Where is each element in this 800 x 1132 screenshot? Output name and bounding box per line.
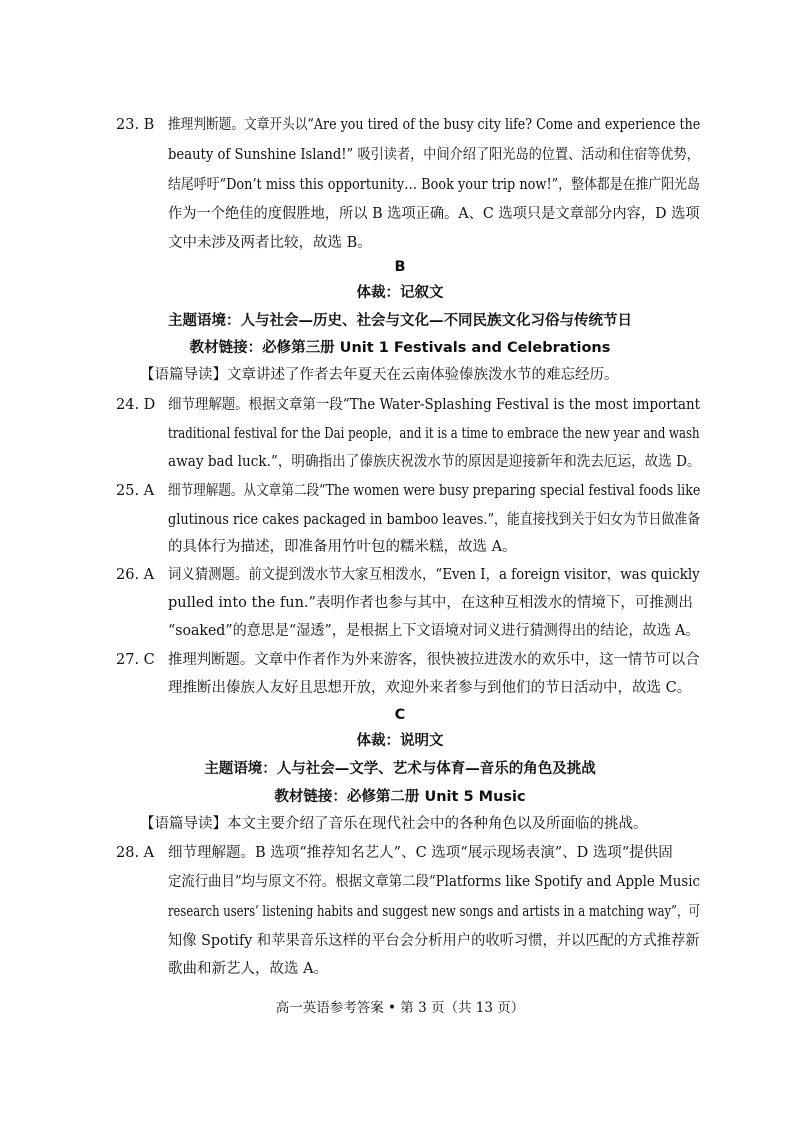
section-b-letter: B (394, 259, 406, 275)
section-c-letter: C (394, 707, 406, 723)
section-b-textbook: 教材链接：必修第三册 Unit 1 Festivals and Celebrations (189, 340, 611, 356)
q23-number: 23. B (116, 117, 155, 133)
q25-line-3: 的具体行为描述，即准备用竹叶包的糯米糕，故选 A。 (168, 539, 517, 555)
q26-line-1: 词义猜测题。前文提到泼水节大家互相泼水，“Even I，a foreign visitor，was quickly (168, 567, 700, 583)
section-c-genre: 体裁：说明文 (356, 733, 444, 749)
section-b-theme: 主题语境：人与社会—历史、社会与文化—不同民族文化习俗与传统节日 (168, 313, 632, 329)
q24-line-3: away bad luck.”，明确指出了傣族庆祝泼水节的原因是迎接新年和洗去厄运，故选 D。 (168, 454, 701, 470)
q23-line-1: 推理判断题。文章开头以“Are you tired of the busy city life? Come and experience the (168, 117, 701, 133)
q28-number: 28. A (116, 845, 155, 861)
q24-number: 24. D (116, 397, 156, 413)
q28-line-5: 歌曲和新艺人，故选 A。 (168, 961, 329, 977)
q23-line-4: 作为一个绝佳的度假胜地，所以 B 选项正确。A、C 选项只是文章部分内容，D 选项 (168, 206, 700, 222)
q27-line-2: 理推断出傣族人友好且思想开放，欢迎外来者参与到他们的节日活动中，故选 C。 (168, 680, 692, 696)
q27-line-1: 推理判断题。文章中作者作为外来游客，很快被拉进泼水的欢乐中，这一情节可以合 (168, 652, 700, 668)
section-c-textbook: 教材链接：必修第二册 Unit 5 Music (274, 789, 526, 805)
section-c-intro: 【语篇导读】本文主要介绍了音乐在现代社会中的各种角色以及所面临的挑战。 (140, 816, 648, 832)
q25-number: 25. A (116, 483, 155, 499)
q27-number: 27. C (116, 652, 155, 668)
q28-line-3: research users’ listening habits and suggest new songs and artists in a matching way”，可 (168, 904, 701, 920)
q25-line-1: 细节理解题。从文章第二段“The women were busy preparing special festival foods like (168, 483, 701, 499)
q26-line-3: “soaked”的意思是“湿透”，是根据上下文语境对词义进行猜测得出的结论，故选 A。 (168, 623, 700, 639)
q26-line-2: pulled into the fun.”表明作者也参与其中，在这种互相泼水的情境下，可推测出 (168, 595, 693, 611)
section-b-genre: 体裁：记叙文 (356, 285, 444, 301)
q24-line-1: 细节理解题。根据文章第一段“The Water-Splashing Festival is the most important (168, 397, 701, 413)
q28-line-1: 细节理解题。B 选项“推荐知名艺人”、C 选项“展示现场表演”、D 选项“提供固 (168, 845, 673, 861)
q24-line-2: traditional festival for the Dai people，and it is a time to embrace the new year and wash (168, 426, 700, 442)
section-b-intro: 【语篇导读】文章讲述了作者去年夏天在云南体验傣族泼水节的难忘经历。 (140, 367, 619, 383)
q23-line-2: beauty of Sunshine Island!” 吸引读者，中间介绍了阳光岛的位置、活动和住宿等优势， (168, 147, 700, 163)
q26-number: 26. A (116, 567, 155, 583)
page-footer: 高一英语参考答案 • 第 3 页（共 13 页） (275, 1000, 525, 1016)
section-c-theme: 主题语境：人与社会—文学、艺术与体育—音乐的角色及挑战 (204, 761, 596, 777)
q25-line-2: glutinous rice cakes packaged in bamboo leaves.”，能直接找到关于妇女为节日做准备 (168, 512, 701, 528)
q23-line-5: 文中未涉及两者比较，故选 B。 (168, 235, 372, 251)
q23-line-3: 结尾呼吁“Don’t miss this opportunity… Book your trip now!”，整体都是在推广阳光岛 (168, 177, 700, 193)
q28-line-4: 知像 Spotify 和苹果音乐这样的平台会分析用户的收听习惯，并以匹配的方式推荐新 (168, 933, 700, 949)
q28-line-2: 定流行曲目”均与原文不符。根据文章第二段“Platforms like Spotify and Apple Music (168, 874, 700, 890)
